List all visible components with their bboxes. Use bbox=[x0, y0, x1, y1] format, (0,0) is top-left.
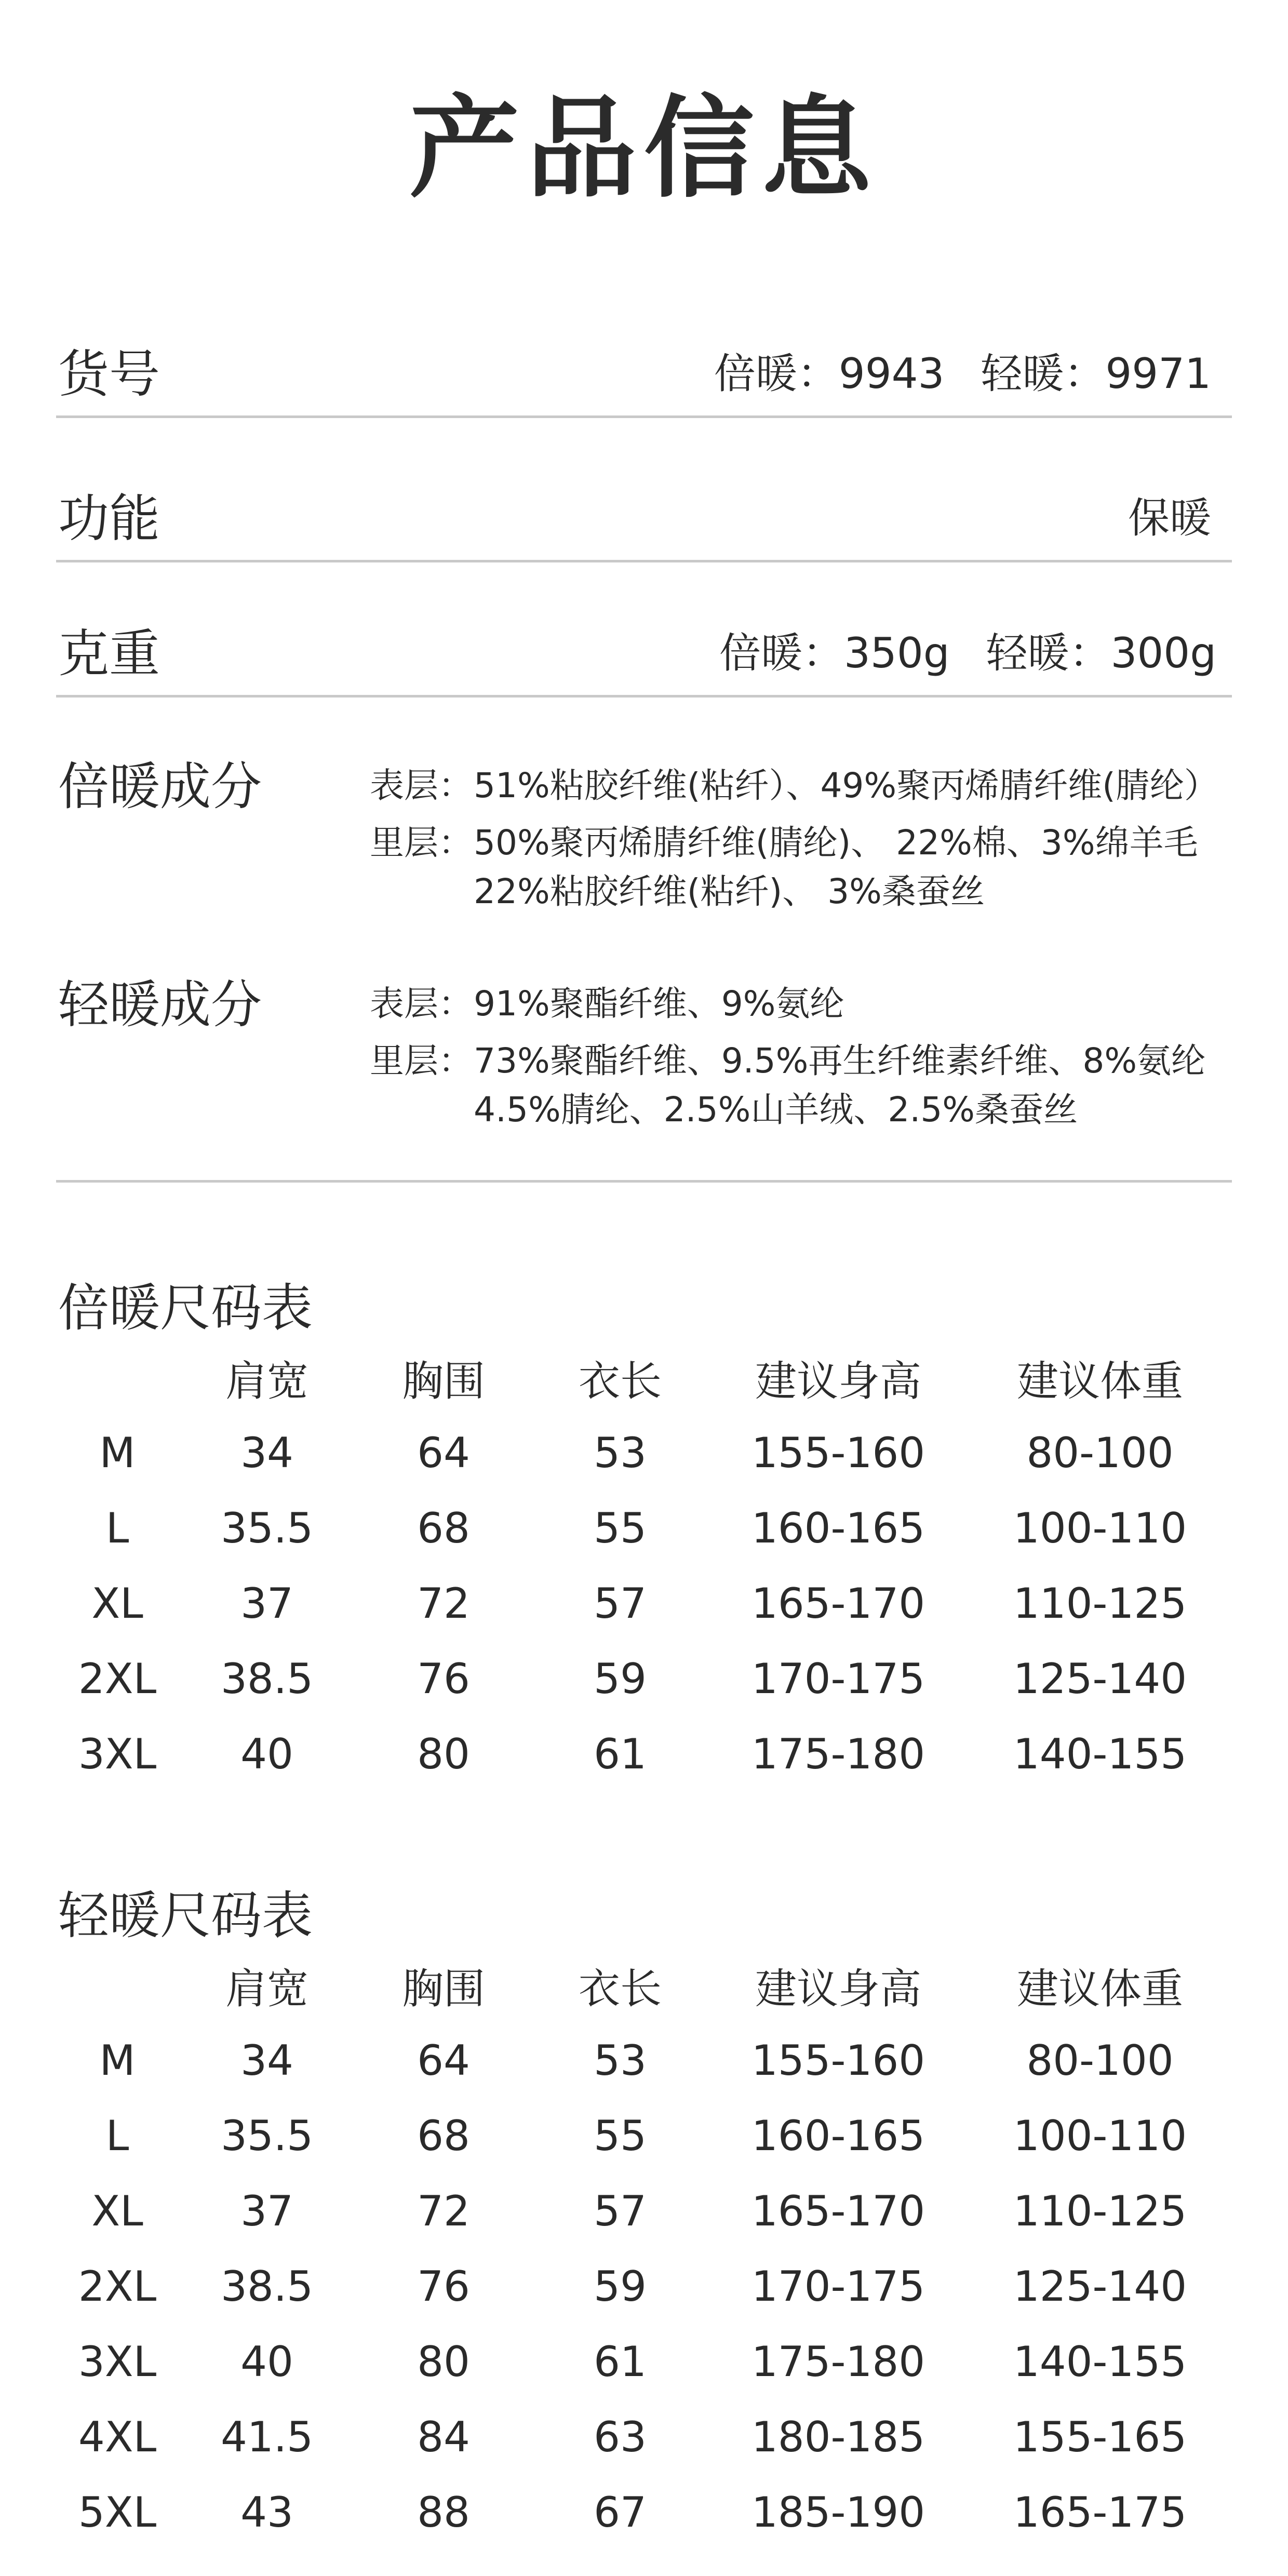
size-label-cell: 3XL bbox=[78, 2338, 157, 2386]
table-header-cell: 建议体重 bbox=[1017, 1357, 1183, 1405]
table-cell: 37 bbox=[240, 2187, 293, 2235]
composition-layer-inner bbox=[370, 819, 1232, 916]
info-row-item-number bbox=[56, 343, 1232, 418]
table-cell: 140-155 bbox=[1013, 1730, 1187, 1778]
table-cell: 100-110 bbox=[1013, 2112, 1187, 2160]
table-header-cell: 建议体重 bbox=[1017, 1965, 1183, 2013]
table-row bbox=[56, 1491, 1232, 1566]
table-cell: 38.5 bbox=[220, 2262, 314, 2311]
composition-block-qingnuan bbox=[58, 975, 1232, 1146]
table-cell: 53 bbox=[594, 2036, 647, 2085]
table-header-cell: 胸围 bbox=[402, 1357, 485, 1405]
table-header-cell bbox=[56, 1948, 179, 2023]
table-row bbox=[56, 2249, 1232, 2324]
table-cell: 80 bbox=[417, 2338, 470, 2386]
size-label-cell: XL bbox=[91, 1579, 143, 1628]
size-label-cell: 5XL bbox=[78, 2488, 157, 2537]
table-row bbox=[56, 1641, 1232, 1716]
table-cell: 175-180 bbox=[751, 1730, 925, 1778]
table-header-cell: 建议身高 bbox=[755, 1357, 921, 1405]
table-cell: 175-180 bbox=[751, 2338, 925, 2386]
table-cell: 155-160 bbox=[751, 2036, 925, 2085]
info-value-item: 倍暖：9943 bbox=[714, 350, 945, 398]
table-cell: 34 bbox=[240, 2036, 293, 2085]
table-cell: 76 bbox=[417, 2262, 470, 2311]
info-value-item: 轻暖：9971 bbox=[981, 350, 1211, 398]
table-cell: 43 bbox=[240, 2488, 293, 2537]
layer-text: 51%粘胶纤维(粘纤）、49%聚丙烯腈纤维(腈纶） bbox=[474, 766, 1218, 806]
info-value bbox=[1128, 494, 1211, 542]
layer-name: 表层： bbox=[370, 766, 473, 806]
table-cell: 84 bbox=[417, 2413, 470, 2461]
layer-text: 91%聚酯纤维、9%氨纶 bbox=[474, 984, 844, 1024]
composition-title: 倍暖成分 bbox=[58, 757, 262, 816]
table-cell: 80-100 bbox=[1026, 1429, 1174, 1477]
size-label-cell: L bbox=[105, 2112, 129, 2160]
info-row-function bbox=[56, 487, 1232, 562]
table-cell: 68 bbox=[417, 1504, 470, 1552]
table-cell: 170-175 bbox=[751, 2262, 925, 2311]
table-cell: 38.5 bbox=[220, 1655, 314, 1703]
table-cell: 72 bbox=[417, 1579, 470, 1628]
composition-layer-outer bbox=[370, 980, 1232, 1028]
info-value-item: 轻暖：300g bbox=[986, 629, 1216, 677]
table-cell: 155-160 bbox=[751, 1429, 925, 1477]
table-cell: 80 bbox=[417, 1730, 470, 1778]
table-row bbox=[56, 2174, 1232, 2249]
table-cell: 37 bbox=[240, 1579, 293, 1628]
size-chart-title: 轻暖尺码表 bbox=[58, 1886, 313, 1946]
table-cell: 76 bbox=[417, 1655, 470, 1703]
table-cell: 55 bbox=[594, 2112, 647, 2160]
size-table bbox=[56, 1340, 1232, 1792]
table-cell: 64 bbox=[417, 1429, 470, 1477]
table-cell: 67 bbox=[594, 2488, 647, 2537]
table-row bbox=[56, 1716, 1232, 1792]
table-cell: 57 bbox=[594, 2187, 647, 2235]
table-cell: 88 bbox=[417, 2488, 470, 2537]
table-cell: 53 bbox=[594, 1429, 647, 1477]
table-cell: 140-155 bbox=[1013, 2338, 1187, 2386]
table-row bbox=[56, 1415, 1232, 1491]
table-cell: 55 bbox=[594, 1504, 647, 1552]
size-label-cell: 2XL bbox=[78, 2262, 157, 2311]
table-cell: 68 bbox=[417, 2112, 470, 2160]
table-cell: 110-125 bbox=[1013, 2187, 1187, 2235]
table-row bbox=[56, 2324, 1232, 2399]
table-row bbox=[56, 2475, 1232, 2550]
table-cell: 180-185 bbox=[751, 2413, 925, 2461]
composition-block-beinuan bbox=[58, 757, 1232, 928]
table-cell: 165-170 bbox=[751, 2187, 925, 2235]
layer-text: 73%聚酯纤维、9.5%再生纤维素纤维、8%氨纶 bbox=[474, 1041, 1206, 1081]
size-label-cell: M bbox=[99, 2036, 136, 2085]
table-row bbox=[56, 2098, 1232, 2174]
layer-text: 22%粘胶纤维(粘纤)、 3%桑蚕丝 bbox=[474, 871, 985, 911]
table-cell: 160-165 bbox=[751, 1504, 925, 1552]
size-label-cell: XL bbox=[91, 2187, 143, 2235]
info-value bbox=[714, 350, 1211, 398]
table-header-cell: 衣长 bbox=[579, 1965, 662, 2013]
table-cell: 160-165 bbox=[751, 2112, 925, 2160]
table-header-row bbox=[56, 1948, 1232, 2023]
table-cell: 63 bbox=[594, 2413, 647, 2461]
table-header-cell: 肩宽 bbox=[225, 1965, 308, 2013]
table-cell: 59 bbox=[594, 2262, 647, 2311]
table-header-cell: 胸围 bbox=[402, 1965, 485, 2013]
composition-layer-inner bbox=[370, 1037, 1232, 1134]
info-label: 货号 bbox=[58, 345, 160, 404]
table-header-cell: 肩宽 bbox=[225, 1357, 308, 1405]
table-header-cell bbox=[56, 1340, 179, 1415]
table-cell: 72 bbox=[417, 2187, 470, 2235]
table-cell: 59 bbox=[594, 1655, 647, 1703]
table-row bbox=[56, 2399, 1232, 2475]
size-label-cell: M bbox=[99, 1429, 136, 1477]
layer-text: 50%聚丙烯腈纤维(腈纶)、 22%棉、3%绵羊毛 bbox=[474, 823, 1198, 863]
info-label: 克重 bbox=[58, 624, 160, 683]
page-title: 产品信息 bbox=[409, 84, 879, 212]
layer-name: 里层： bbox=[370, 823, 473, 863]
info-value-item: 保暖 bbox=[1128, 494, 1211, 542]
table-row bbox=[56, 1566, 1232, 1641]
table-row bbox=[56, 2023, 1232, 2098]
info-label: 功能 bbox=[58, 489, 160, 548]
size-label-cell: 2XL bbox=[78, 1655, 157, 1703]
table-cell: 61 bbox=[594, 2338, 647, 2386]
table-cell: 100-110 bbox=[1013, 1504, 1187, 1552]
table-cell: 165-170 bbox=[751, 1579, 925, 1628]
table-cell: 170-175 bbox=[751, 1655, 925, 1703]
table-cell: 61 bbox=[594, 1730, 647, 1778]
size-label-cell: 3XL bbox=[78, 1730, 157, 1778]
table-cell: 125-140 bbox=[1013, 1655, 1187, 1703]
layer-name: 表层： bbox=[370, 984, 473, 1024]
table-cell: 125-140 bbox=[1013, 2262, 1187, 2311]
composition-title: 轻暖成分 bbox=[58, 975, 262, 1035]
table-cell: 35.5 bbox=[220, 1504, 314, 1552]
table-cell: 155-165 bbox=[1013, 2413, 1187, 2461]
table-cell: 185-190 bbox=[751, 2488, 925, 2537]
table-cell: 41.5 bbox=[220, 2413, 314, 2461]
table-cell: 80-100 bbox=[1026, 2036, 1174, 2085]
size-chart-title: 倍暖尺码表 bbox=[58, 1279, 313, 1338]
table-cell: 165-175 bbox=[1013, 2488, 1187, 2537]
table-header-row bbox=[56, 1340, 1232, 1415]
info-row-weight bbox=[56, 622, 1232, 697]
table-cell: 110-125 bbox=[1013, 1579, 1187, 1628]
table-cell: 35.5 bbox=[220, 2112, 314, 2160]
size-table bbox=[56, 1948, 1232, 2550]
table-cell: 40 bbox=[240, 2338, 293, 2386]
size-label-cell: 4XL bbox=[78, 2413, 157, 2461]
table-cell: 57 bbox=[594, 1579, 647, 1628]
table-cell: 34 bbox=[240, 1429, 293, 1477]
composition-layer-outer bbox=[370, 761, 1232, 810]
table-cell: 64 bbox=[417, 2036, 470, 2085]
size-chart-qingnuan bbox=[56, 1886, 1232, 2566]
info-value bbox=[719, 629, 1216, 677]
size-label-cell: L bbox=[105, 1504, 129, 1552]
size-chart-beinuan bbox=[56, 1279, 1232, 1802]
layer-name: 里层： bbox=[370, 1041, 473, 1081]
layer-text: 4.5%腈纶、2.5%山羊绒、2.5%桑蚕丝 bbox=[474, 1090, 1078, 1130]
table-header-cell: 衣长 bbox=[579, 1357, 662, 1405]
section-divider bbox=[56, 1180, 1232, 1183]
table-cell: 40 bbox=[240, 1730, 293, 1778]
info-value-item: 倍暖：350g bbox=[719, 629, 950, 677]
table-header-cell: 建议身高 bbox=[755, 1965, 921, 2013]
